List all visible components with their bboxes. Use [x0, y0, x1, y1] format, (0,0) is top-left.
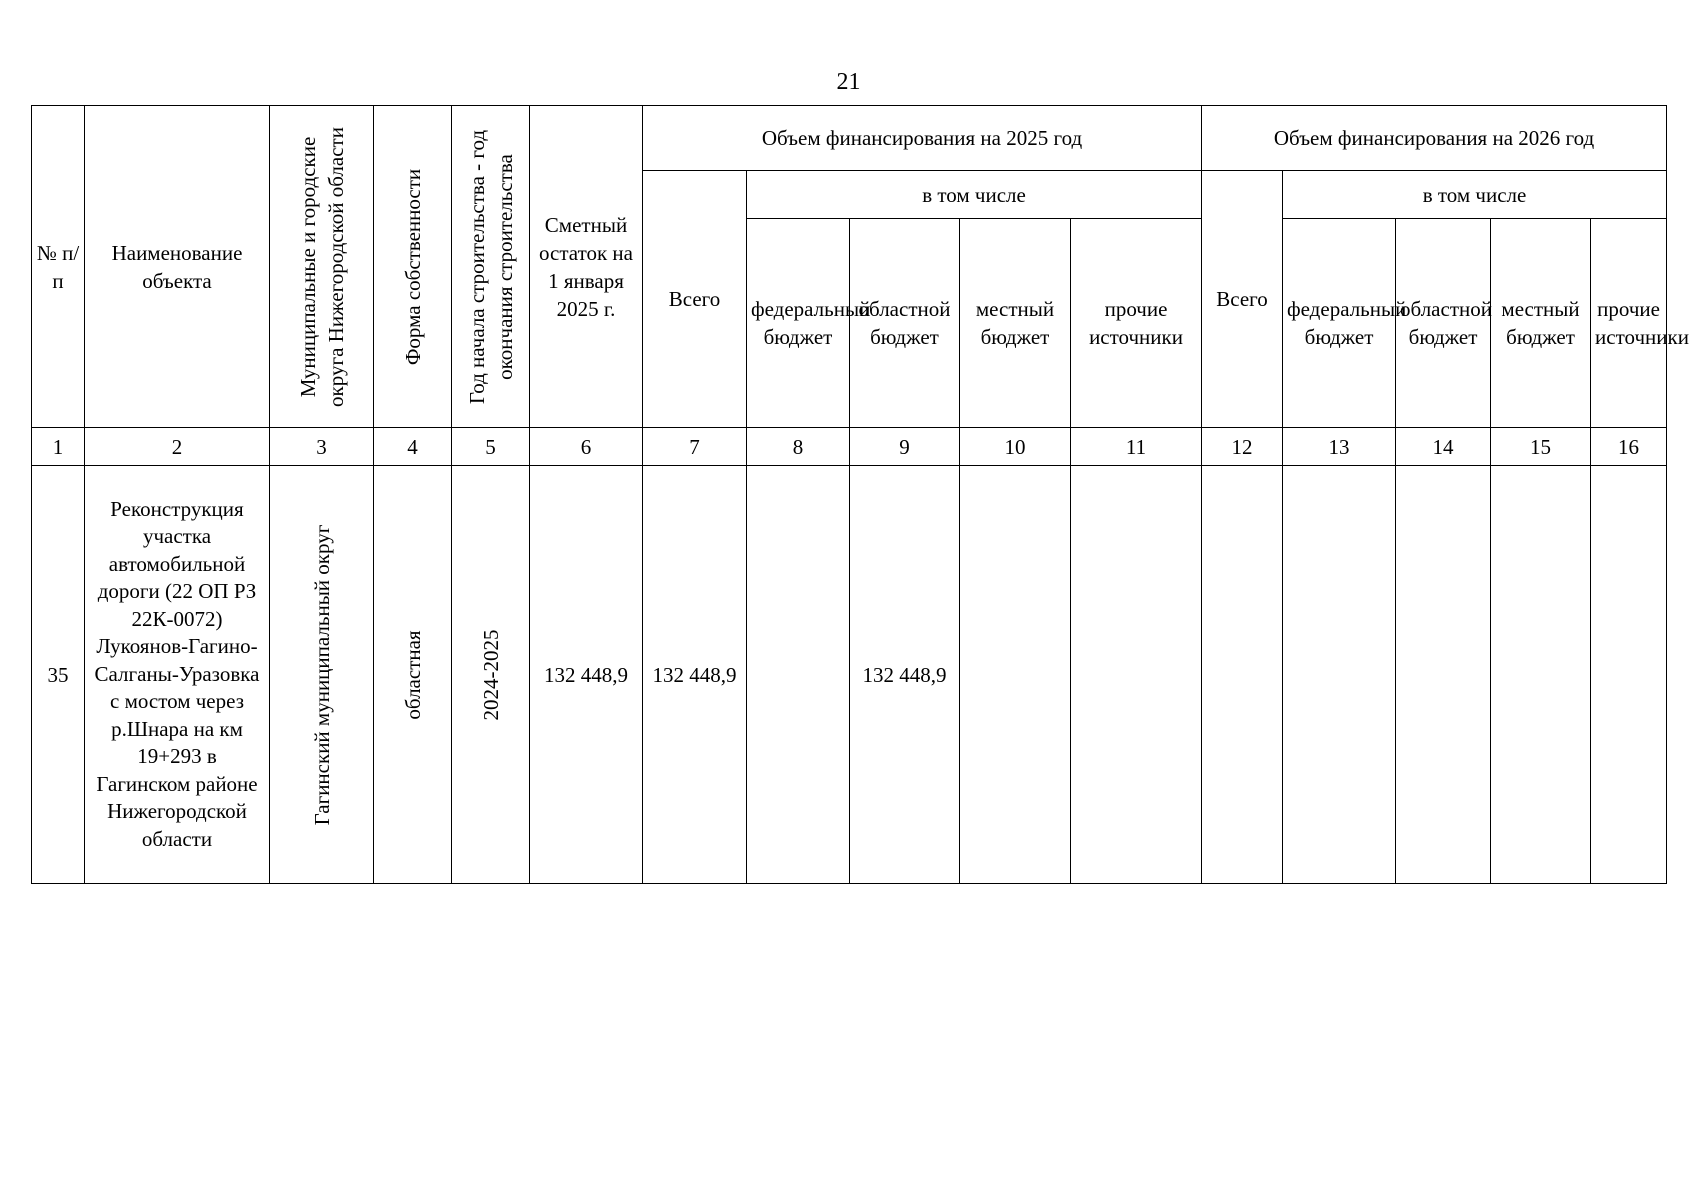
header-fed-2026: федеральный бюджет [1283, 219, 1396, 428]
row-years-text: 2024-2025 [478, 629, 503, 720]
column-number: 7 [643, 428, 747, 466]
column-number: 13 [1283, 428, 1396, 466]
header-loc-2026: местный бюджет [1491, 219, 1591, 428]
row-fed-2025 [747, 466, 850, 884]
header-remainder: Сметный остаток на 1 января 2025 г. [530, 106, 643, 428]
column-number: 16 [1591, 428, 1667, 466]
row-num: 35 [32, 466, 85, 884]
table-row [32, 466, 1667, 884]
column-number: 1 [32, 428, 85, 466]
column-number: 2 [85, 428, 270, 466]
header-municipal-text: Муниципальные и городские округа Нижегородской области [295, 126, 348, 407]
page-number: 21 [836, 69, 861, 95]
header-loc-2025: местный бюджет [960, 219, 1071, 428]
header-oth-2026: прочие источники [1591, 219, 1667, 428]
row-oth-2026 [1591, 466, 1667, 884]
column-number: 8 [747, 428, 850, 466]
column-number: 11 [1071, 428, 1202, 466]
column-number: 15 [1491, 428, 1591, 466]
row-loc-2025 [960, 466, 1071, 884]
column-number: 12 [1202, 428, 1283, 466]
header-years-text: Год начала строительства - год окончания строительства [464, 129, 517, 404]
column-number: 5 [452, 428, 530, 466]
header-ownership-text: Форма собственности [400, 168, 425, 365]
header-reg-2026: областной бюджет [1396, 219, 1491, 428]
header-incl-2025: в том числе [747, 171, 1202, 219]
row-oth-2025 [1071, 466, 1202, 884]
row-ownership [374, 466, 452, 884]
header-reg-2025: областной бюджет [850, 219, 960, 428]
header-group-2026: Объем финансирования на 2026 год [1202, 106, 1667, 171]
column-number: 6 [530, 428, 643, 466]
column-number: 4 [374, 428, 452, 466]
header-oth-2025: прочие источники [1071, 219, 1202, 428]
column-number: 3 [270, 428, 374, 466]
row-reg-2026 [1396, 466, 1491, 884]
header-fed-2025: федеральный бюджет [747, 219, 850, 428]
row-fed-2026 [1283, 466, 1396, 884]
row-total-2025: 132 448,9 [643, 466, 747, 884]
row-reg-2025: 132 448,9 [850, 466, 960, 884]
financing-table [31, 105, 1689, 884]
header-total-2025: Всего [643, 171, 747, 428]
header-name: Наименование объекта [85, 106, 270, 428]
column-number: 10 [960, 428, 1071, 466]
header-num: № п/п [32, 106, 85, 428]
header-total-2026: Всего [1202, 171, 1283, 428]
row-total-2026 [1202, 466, 1283, 884]
header-incl-2026: в том числе [1283, 171, 1667, 219]
row-loc-2026 [1491, 466, 1591, 884]
row-municipal-text: Гагинский муниципальный округ [309, 524, 334, 825]
row-object-name: Реконструкция участка автомобильной дороги (22 ОП РЗ 22К-0072) Лукоянов-Гагино-Салганы-Уразовка с мостом через р.Шнара на км 19+293 в Гагинском районе Нижегородской области [85, 466, 270, 884]
header-municipal [270, 106, 374, 428]
row-years [452, 466, 530, 884]
header-group-2025: Объем финансирования на 2025 год [643, 106, 1202, 171]
row-municipal [270, 466, 374, 884]
column-number: 14 [1396, 428, 1491, 466]
header-years [452, 106, 530, 428]
header-ownership [374, 106, 452, 428]
column-number: 9 [850, 428, 960, 466]
row-remainder: 132 448,9 [530, 466, 643, 884]
row-ownership-text: областная [400, 629, 425, 720]
column-number-row [32, 428, 1667, 466]
